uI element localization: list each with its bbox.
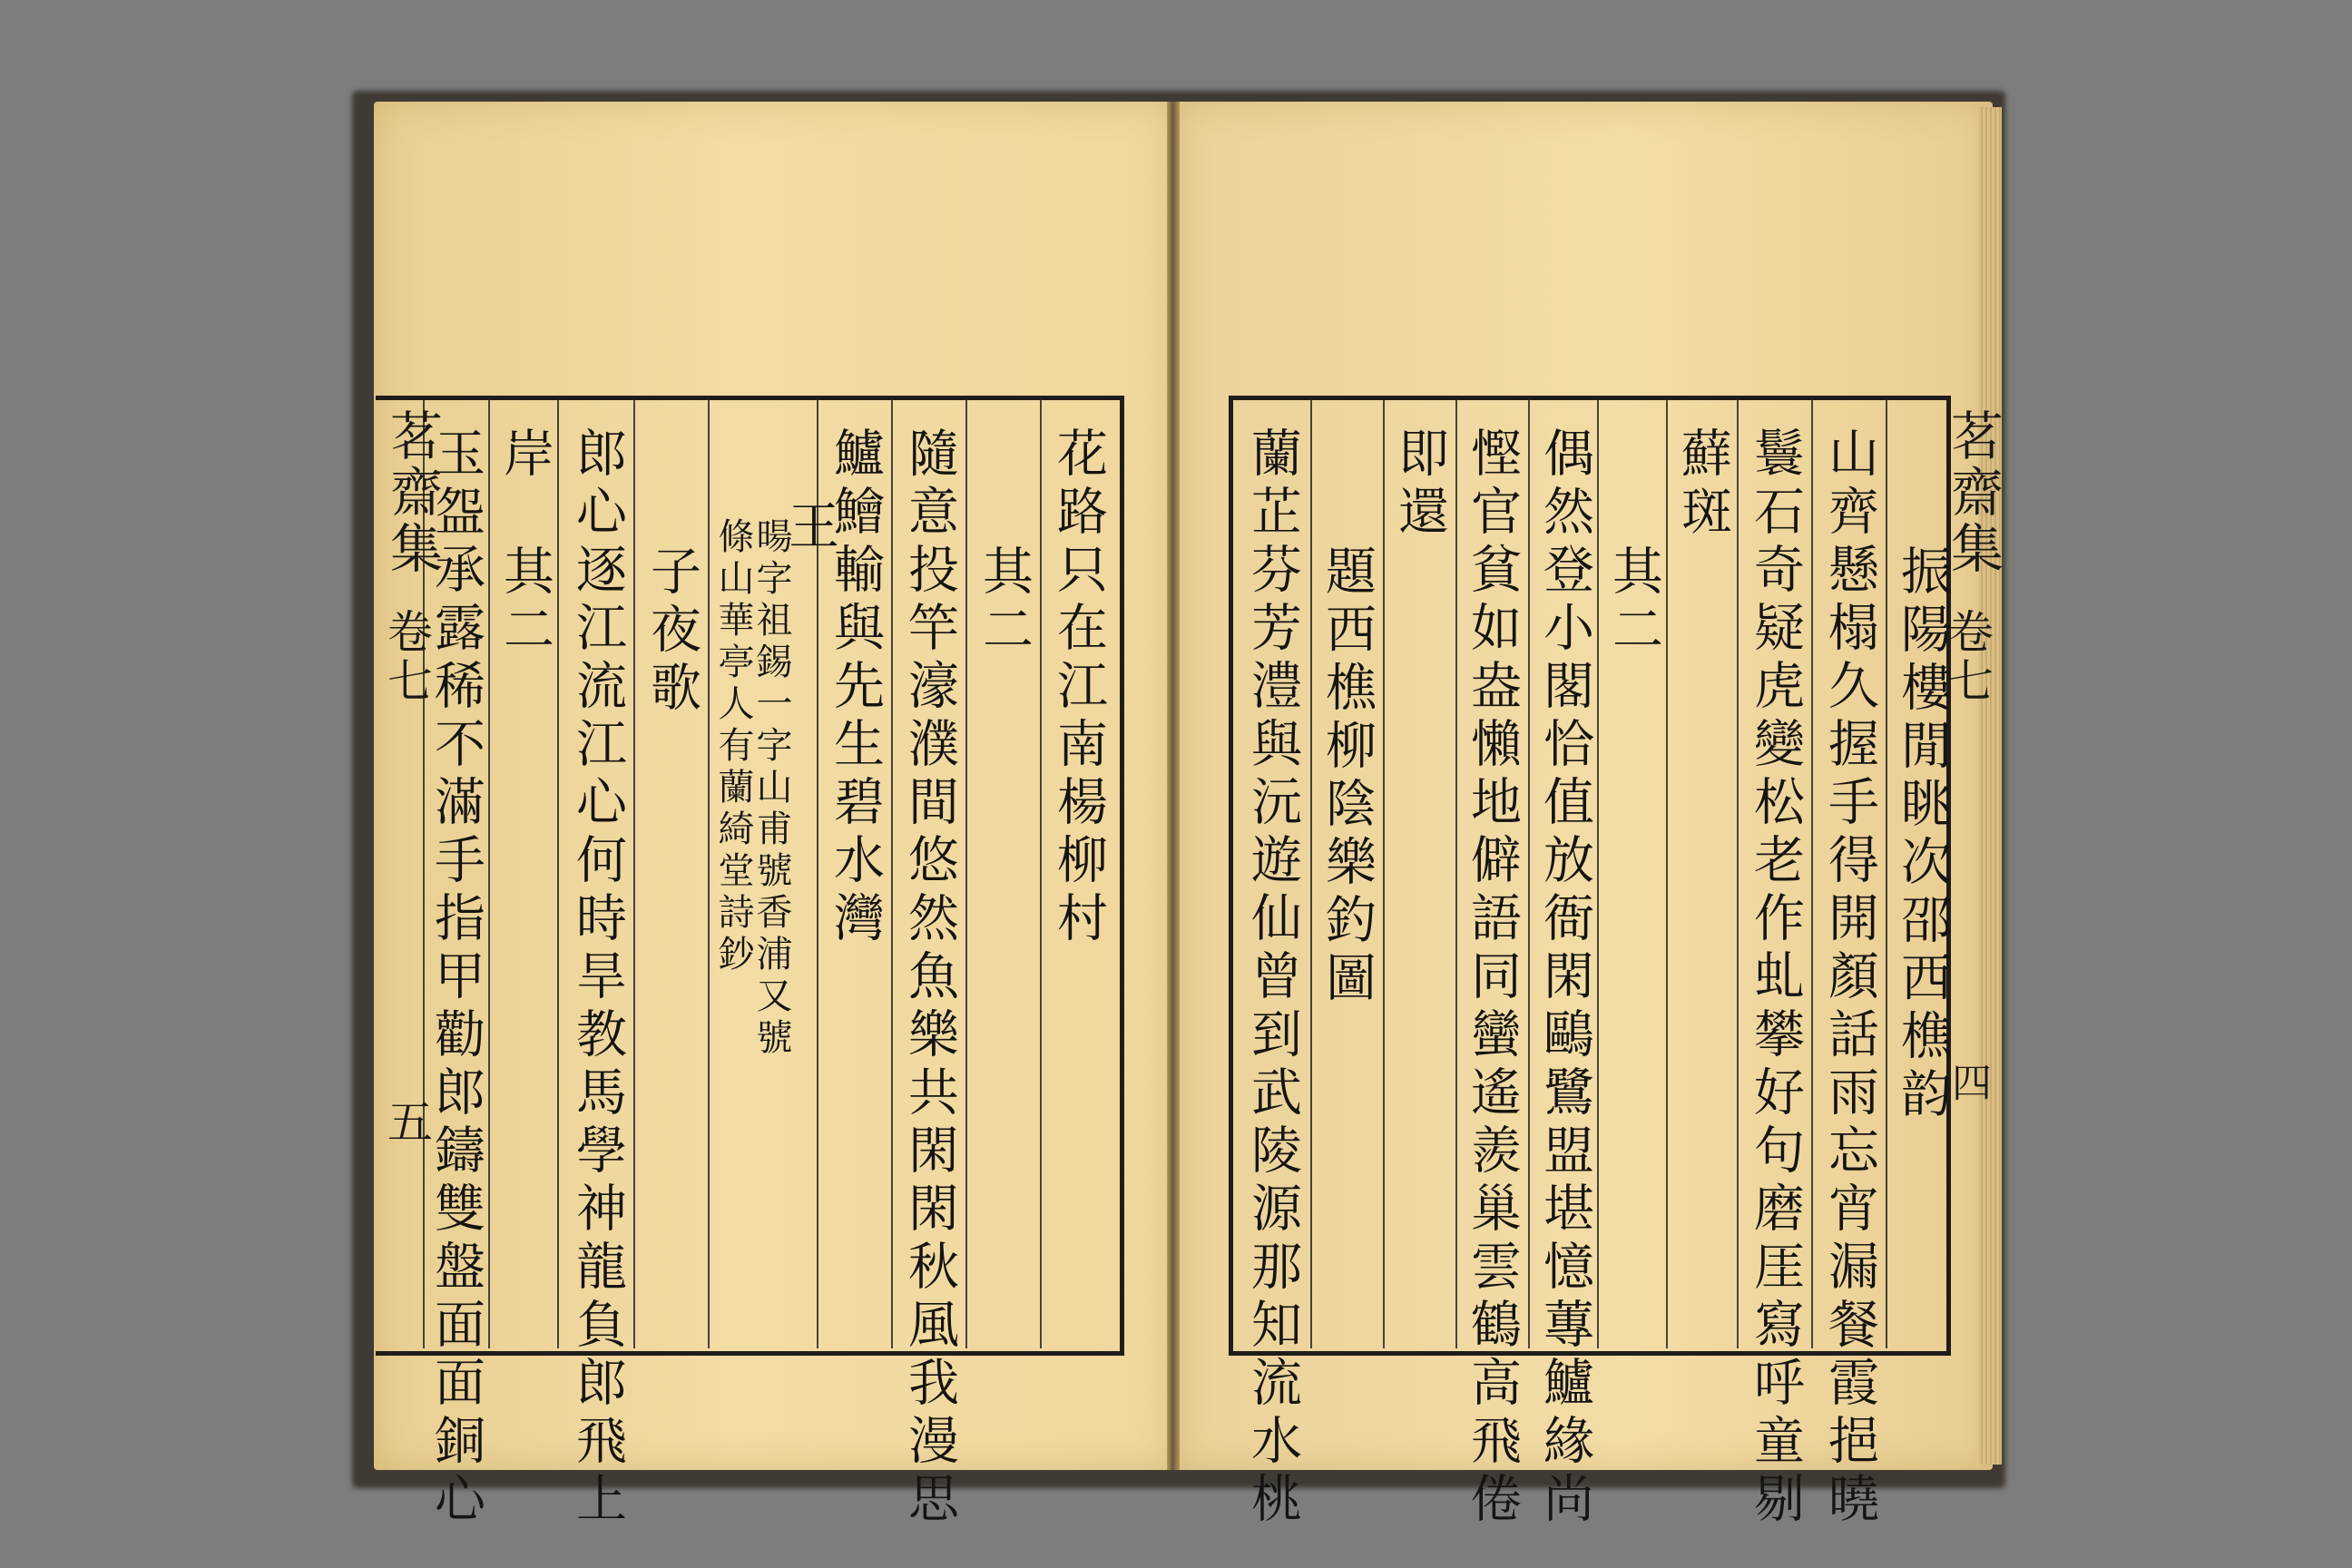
left-margin-volume: 卷七 <box>380 608 433 706</box>
text-column: 其二 <box>495 544 554 661</box>
text-column: 花路只在江南楊柳村 <box>1049 426 1108 949</box>
fore-edge <box>1978 107 2002 1465</box>
text-column: 蘚斑 <box>1673 426 1732 543</box>
author-note: 條山華亭人有蘭綺堂詩鈔 <box>712 517 754 976</box>
column-rule <box>1811 399 1813 1348</box>
text-column: 即還 <box>1390 426 1449 543</box>
text-column: 其二 <box>1604 544 1663 661</box>
poem-title: 題西樵柳陰樂釣圖 <box>1318 544 1377 1009</box>
text-column: 鱸鱠輸與先生碧水灣 <box>826 426 885 949</box>
right-margin-volume: 卷七 <box>1941 608 1994 706</box>
text-column: 鬟石奇疑虎變松老作虬攀好句磨厓寫呼童剔 <box>1746 426 1805 1530</box>
column-rule <box>708 399 710 1348</box>
poem-title: 振陽樓閒眺次邵西樵韵 <box>1893 544 1952 1125</box>
text-column: 隨意投竿濠濮間悠然魚樂共閑閑秋風我漫思 <box>900 426 959 1530</box>
column-rule <box>1383 399 1385 1348</box>
column-rule <box>633 399 635 1348</box>
author-note: 暘字祖錫一字山甫號香浦又號 <box>750 517 792 1060</box>
book-gutter <box>1167 102 1180 1470</box>
text-column: 玉盌承露稀不滿手指甲勸郎鑄雙盤面面銅心 <box>426 426 485 1530</box>
text-column: 岸 <box>495 426 554 485</box>
column-rule <box>1737 399 1739 1348</box>
text-column: 偶然登小閣恰值放衙閑鷗鷺盟堪憶蓴鱸緣尚 <box>1535 426 1594 1530</box>
left-margin-title: 茗齋集 <box>381 408 443 577</box>
column-rule <box>891 399 893 1348</box>
column-rule <box>1666 399 1668 1348</box>
right-margin-page: 四 <box>1945 1062 1991 1105</box>
text-column: 其二 <box>975 544 1034 661</box>
text-column: 山齊懸榻久握手得開顏話雨忘宵漏餐霞挹曉 <box>1820 426 1879 1530</box>
column-rule <box>1040 399 1042 1348</box>
column-rule <box>557 399 559 1348</box>
text-column: 蘭芷芬芳澧與沅遊仙曾到武陵源那知流水桃 <box>1243 426 1302 1530</box>
author-name: 王 <box>780 499 839 557</box>
column-rule <box>965 399 967 1348</box>
right-margin-title: 茗齋集 <box>1942 408 2004 577</box>
column-rule <box>1455 399 1457 1348</box>
left-margin-page: 五 <box>380 1098 433 1147</box>
column-rule <box>1886 399 1887 1348</box>
column-rule <box>1597 399 1599 1348</box>
text-column: 郎心逐江流江心何時旱教馬學神龍負郎飛上 <box>568 426 627 1530</box>
column-rule <box>488 399 490 1348</box>
column-rule <box>1310 399 1312 1348</box>
poem-title: 子夜歌 <box>642 544 701 719</box>
column-rule <box>1528 399 1530 1348</box>
text-column: 慳官貧如盎懶地僻語同蠻遙羨巢雲鶴高飛倦 <box>1463 426 1522 1530</box>
